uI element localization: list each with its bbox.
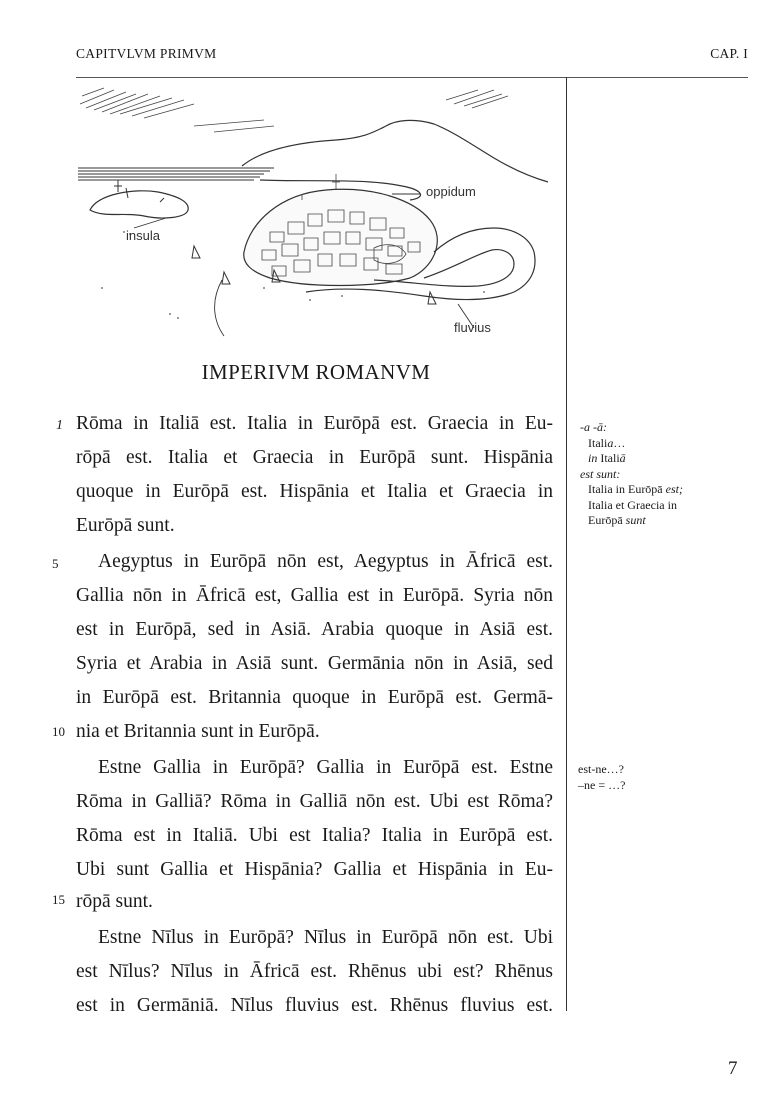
note-line: est sunt:: [580, 466, 621, 481]
note-line: -a -ā:: [580, 420, 607, 434]
note-line: Italia et Graecia in: [588, 497, 677, 512]
margin-note-endings: [580, 420, 683, 529]
text-line: quoque in Eurōpā est. Hispānia et Italia et Graecia in: [76, 481, 553, 502]
text-line: rōpā est. Italia et Graecia in Eurōpā sunt. Hispānia: [76, 447, 553, 468]
text-line: Rōma est in Italiā. Ubi est Italia? Italia in Eurōpā est.: [76, 825, 553, 846]
running-head-chapter: CAPITVLVM PRIMVM: [76, 46, 217, 61]
text-line: Gallia nōn in Āfricā est, Gallia est in Eurōpā. Syria nōn: [76, 585, 553, 606]
text-line: est in Germāniā. Nīlus fluvius est. Rhēnus fluvius est.: [76, 995, 553, 1016]
label-oppidum: oppidum: [426, 184, 476, 199]
text-line: nia et Britannia sunt in Eurōpā.: [76, 721, 320, 742]
text-line: Rōma in Galliā? Rōma in Galliā nōn est. Ubi est Rōma?: [76, 791, 553, 812]
label-fluvius: fluvius: [454, 320, 491, 335]
header-rule: [76, 77, 748, 78]
note-line: Eurōpā sunt: [588, 513, 646, 527]
text-line: Estne Nīlus in Eurōpā? Nīlus in Eurōpā nōn est. Ubi: [98, 927, 553, 948]
text-line: Rōma in Italiā est. Italia in Eurōpā est. Graecia in Eu-: [76, 413, 553, 434]
line-number: 1: [56, 418, 63, 433]
text-line: Ubi sunt Gallia et Hispānia? Gallia et Hispānia in Eu-: [76, 859, 553, 880]
label-insula: insula: [126, 228, 160, 243]
chapter-title: IMPERIVM ROMANVM: [201, 360, 431, 384]
note-line: in Italiā: [588, 451, 626, 465]
map-illustration: [74, 82, 554, 348]
text-line: Estne Gallia in Eurōpā? Gallia in Eurōpā est. Estne: [98, 757, 553, 778]
text-line: rōpā sunt.: [76, 891, 153, 912]
note-line: Italia in Eurōpā est;: [588, 482, 683, 496]
margin-note-ne: [578, 762, 625, 793]
note-line: Italia…: [588, 435, 626, 450]
margin-rule: [566, 77, 567, 1011]
note-line: est-ne…?: [578, 762, 624, 776]
running-head-cap: CAP. I: [710, 46, 748, 61]
line-number: 15: [52, 892, 65, 907]
line-number: 10: [52, 724, 65, 739]
text-line: Aegyptus in Eurōpā nōn est, Aegyptus in Āfricā est.: [98, 551, 553, 572]
text-line: est in Eurōpā, sed in Asiā. Arabia quoque in Asiā est.: [76, 619, 553, 640]
page-number: 7: [728, 1058, 738, 1079]
text-line: Syria et Arabia in Asiā sunt. Germānia nōn in Asiā, sed: [76, 653, 553, 674]
line-number: 5: [52, 556, 59, 571]
note-line: –ne = …?: [578, 777, 626, 792]
text-line: in Eurōpā est. Britannia quoque in Eurōpā est. Germā-: [76, 687, 553, 708]
text-line: est Nīlus? Nīlus in Āfricā est. Rhēnus ubi est? Rhēnus: [76, 961, 553, 982]
text-line: Eurōpā sunt.: [76, 515, 175, 536]
